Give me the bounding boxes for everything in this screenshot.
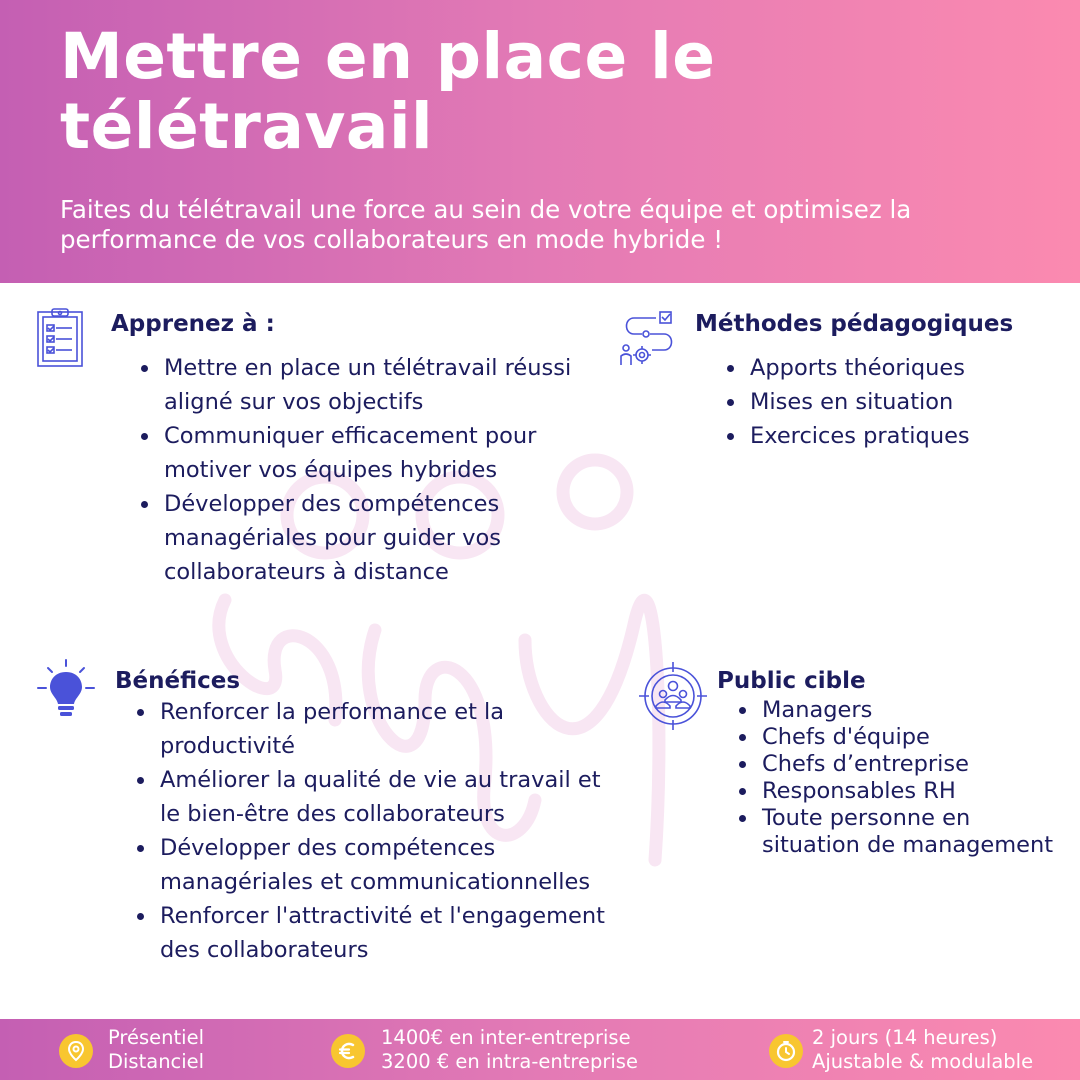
footer-location-line-2: Distanciel (108, 1050, 205, 1073)
methodes-title: Méthodes pédagogiques (695, 311, 1014, 337)
list-item: Toute personne en situation de management (736, 805, 1056, 859)
page-subtitle-line-1: Faites du télétravail une force au sein de votre équipe et optimisez la (60, 195, 912, 224)
clock-icon (769, 1034, 803, 1068)
footer-banner (0, 1019, 1080, 1080)
list-item: Managers (736, 697, 1056, 724)
list-item: Communiquer efficacement pour motiver vos équipes hybrides (138, 419, 618, 487)
list-item: Chefs d’entreprise (736, 751, 1056, 778)
public-list (736, 697, 1056, 859)
list-item: Responsables RH (736, 778, 1056, 805)
header-banner (0, 0, 1080, 283)
lightbulb-icon (36, 658, 96, 720)
euro-icon (331, 1034, 365, 1068)
benefices-title: Bénéfices (115, 668, 241, 694)
benefices-list (134, 695, 614, 967)
page-title-line-1: Mettre en place le (60, 20, 716, 93)
page-subtitle-line-2: performance de vos collaborateurs en mode hybride ! (60, 225, 724, 254)
list-item: Chefs d'équipe (736, 724, 1056, 751)
page-subtitle (60, 195, 1060, 255)
footer-duration-line-2: Ajustable & modulable (812, 1050, 1034, 1073)
target-group-icon (638, 660, 708, 730)
footer-price-line-2: 3200 € en intra-entreprise (381, 1050, 638, 1073)
list-item: Développer des compétences managériales pour guider vos collaborateurs à distance (138, 487, 618, 589)
page-title-line-2: télétravail (60, 90, 434, 163)
footer-location-line-1: Présentiel (108, 1026, 204, 1049)
page-title (60, 22, 960, 162)
footer-duration-line-1: 2 jours (14 heures) (812, 1026, 998, 1049)
list-item: Mettre en place un télétravail réussi aligné sur vos objectifs (138, 351, 618, 419)
methodes-list (724, 351, 1064, 453)
list-item: Développer des compétences managériales et communicationnelles (134, 831, 614, 899)
list-item: Renforcer l'attractivité et l'engagement des collaborateurs (134, 899, 614, 967)
apprenez-title: Apprenez à : (111, 311, 275, 337)
list-item: Exercices pratiques (724, 419, 1064, 453)
list-item: Améliorer la qualité de vie au travail et le bien-être des collaborateurs (134, 763, 614, 831)
public-title: Public cible (717, 668, 866, 694)
workflow-icon (618, 310, 676, 370)
list-item: Apports théoriques (724, 351, 1064, 385)
checklist-clipboard-icon (36, 308, 86, 368)
list-item: Mises en situation (724, 385, 1064, 419)
list-item: Renforcer la performance et la productivité (134, 695, 614, 763)
location-pin-icon (59, 1034, 93, 1068)
footer-price-line-1: 1400€ en inter-entreprise (381, 1026, 631, 1049)
apprenez-list (138, 351, 618, 589)
